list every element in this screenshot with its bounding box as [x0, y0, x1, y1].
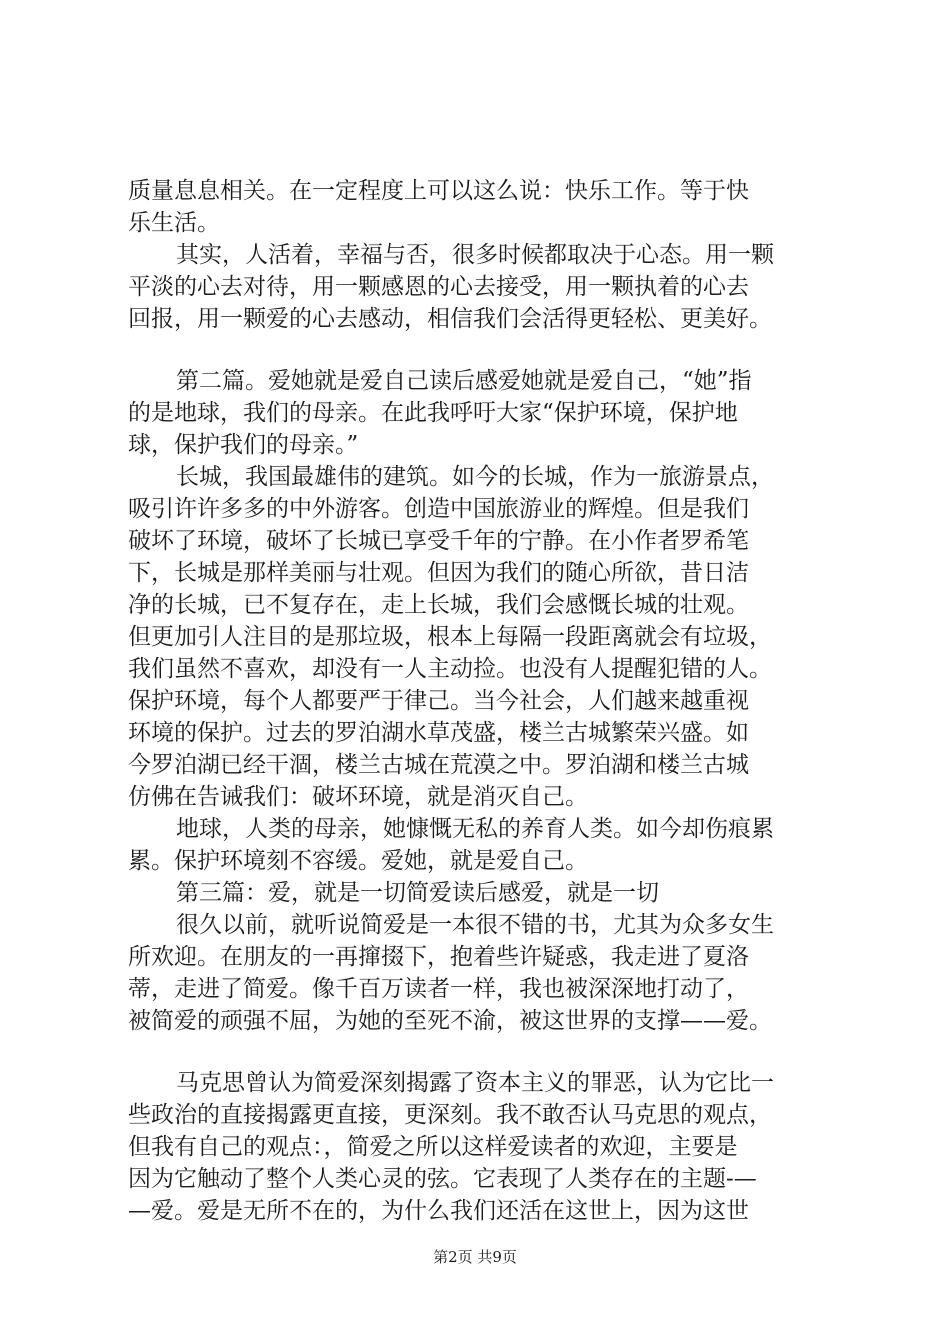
text-line: 下，长城是那样美丽与壮观。但因为我们的随心所欲，昔日洁 [128, 560, 749, 586]
page-footer: 第2页 共9页 [433, 1248, 517, 1266]
text-line: 所欢迎。在朋友的一再撺掇下，抱着些许疑惑，我走进了夏洛 [128, 944, 749, 970]
text-line: 净的长城，已不复存在，走上长城，我们会感慨长城的壮观。 [128, 592, 749, 618]
text-line: 被简爱的顽强不屈，为她的至死不渝，被这世界的支撑——爱。 [128, 1008, 772, 1034]
text-line: 些政治的直接揭露更直接，更深刻。我不敢否认马克思的观点， [128, 1102, 772, 1128]
text-line: 破坏了环境，破坏了长城已享受千年的宁静。在小作者罗希笔 [128, 528, 749, 554]
text-line: 第二篇。爱她就是爱自己读后感爱她就是爱自己，“她”指 [176, 368, 752, 394]
text-line: 球，保护我们的母亲。” [128, 432, 359, 458]
text-line: 环境的保护。过去的罗泊湖水草茂盛，楼兰古城繁荣兴盛。如 [128, 720, 749, 746]
text-line: 累。保护环境刻不容缓。爱她，就是爱自己。 [128, 848, 588, 874]
text-line: 回报，用一颗爱的心去感动，相信我们会活得更轻松、更美好。 [128, 306, 772, 332]
text-line: 马克思曾认为简爱深刻揭露了资本主义的罪恶，认为它比一 [176, 1070, 774, 1096]
text-line: 蒂，走进了简爱。像千百万读者一样，我也被深深地打动了， [128, 976, 749, 1002]
text-line: 仿佛在告诫我们：破坏环境，就是消灭自己。 [128, 784, 588, 810]
text-line: 保护环境，每个人都要严于律己。当今社会，人们越来越重视 [128, 688, 749, 714]
text-line: 第三篇：爱，就是一切简爱读后感爱，就是一切 [176, 880, 659, 906]
text-line: 但更加引人注目的是那垃圾，根本上每隔一段距离就会有垃圾， [128, 624, 772, 650]
document-body [128, 175, 828, 1227]
text-line: 的是地球，我们的母亲。在此我呼吁大家“保护环境，保护地 [128, 400, 738, 426]
blank-line [128, 335, 828, 365]
blank-line [128, 1037, 828, 1067]
text-line: 质量息息相关。在一定程度上可以这么说：快乐工作。等于快 [128, 178, 749, 204]
text-line: 但我有自己的观点：，简爱之所以这样爱读者的欢迎，主要是 [128, 1134, 738, 1160]
text-line: 长城，我国最雄伟的建筑。如今的长城，作为一旅游景点， [176, 464, 774, 490]
text-line: 平淡的心去对待，用一颗感恩的心去接受，用一颗执着的心去 [128, 274, 749, 300]
text-line: 今罗泊湖已经干涸，楼兰古城在荒漠之中。罗泊湖和楼兰古城 [128, 752, 749, 778]
text-line: 乐生活。 [128, 210, 220, 236]
text-line: 吸引许许多多的中外游客。创造中国旅游业的辉煌。但是我们 [128, 496, 749, 522]
text-line: 因为它触动了整个人类心灵的弦。它表现了人类存在的主题-— [128, 1166, 757, 1192]
text-line: —爱。爱是无所不在的，为什么我们还活在这世上，因为这世 [128, 1198, 749, 1224]
text-line: 我们虽然不喜欢，却没有一人主动捡。也没有人提醒犯错的人。 [128, 656, 772, 682]
text-line: 地球，人类的母亲，她慷慨无私的养育人类。如今却伤痕累 [176, 816, 774, 842]
text-line: 其实，人活着，幸福与否，很多时候都取决于心态。用一颗 [176, 242, 774, 268]
text-line: 很久以前，就听说简爱是一本很不错的书，尤其为众多女生 [176, 912, 774, 938]
